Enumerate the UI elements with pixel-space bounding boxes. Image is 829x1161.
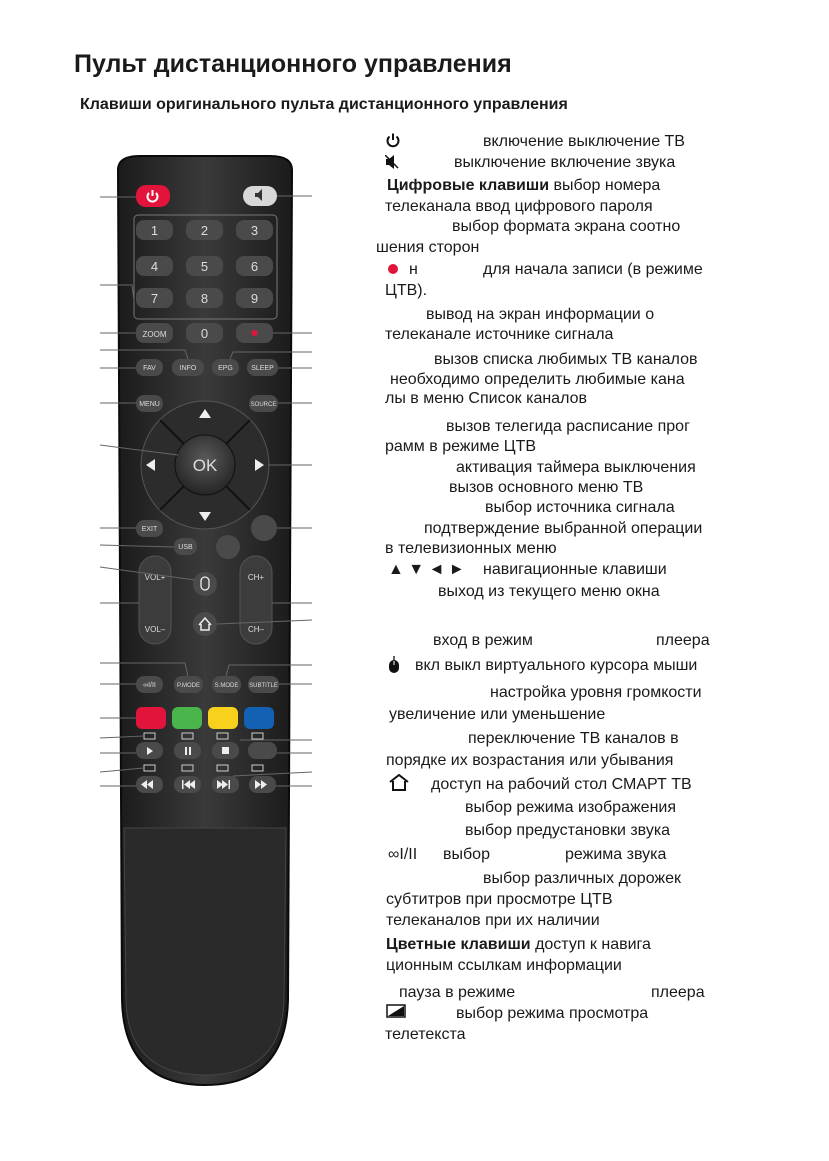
desc-line-usb: вход в режим [433, 632, 533, 649]
key-4-label: 4 [150, 259, 159, 274]
menu-label: MENU [139, 401, 160, 408]
epg-label: EPG [218, 365, 233, 372]
desc-line-teletext: выбор режима просмотра [456, 1005, 649, 1022]
zoom-label: ZOOM [142, 330, 167, 339]
record-dot-icon [252, 330, 258, 336]
ch-minus-label: CH– [247, 625, 265, 634]
desc-line-fav-3: лы в меню Список каналов [385, 390, 587, 407]
desc-line-pause-2: плеера [651, 984, 705, 1001]
desc-line-vol-2: увеличение или уменьшение [389, 706, 606, 723]
key-5-label: 5 [200, 259, 209, 274]
key-0-label: 0 [200, 326, 209, 341]
desc-line-menu: вызов основного меню ТВ [449, 479, 644, 496]
desc-line-exit: выход из текущего меню окна [438, 583, 660, 600]
blue-key[interactable] [244, 707, 274, 729]
desc-line-power: включение выключение ТВ [483, 133, 685, 150]
desc-line-record-2: ЦТВ). [385, 282, 428, 299]
teletext-icon [386, 1004, 406, 1018]
key-8-label: 8 [200, 291, 209, 306]
desc-line-record-prefix: н [409, 261, 418, 278]
desc-line-color-2: ционным ссылкам информации [386, 957, 622, 974]
round-button[interactable] [216, 535, 240, 559]
audio-icon: ∞I/II [388, 846, 418, 863]
desc-line-source: выбор источника сигнала [485, 499, 675, 516]
desc-line-mute: выключение включение звука [454, 154, 676, 171]
desc-line-info-2: телеканале источнике сигнала [385, 326, 614, 343]
smart-button[interactable] [251, 515, 277, 541]
audio-label: ∞I/II [143, 682, 156, 689]
desc-line-audio-2: режима звука [565, 846, 667, 863]
arrow-icons: ▲ ▼ ◄ ► [388, 561, 465, 578]
desc-line-pmode: выбор режима изображения [465, 799, 676, 816]
desc-line-fav: вызов списка любимых ТВ каналов [434, 351, 698, 368]
red-key[interactable] [136, 707, 166, 729]
digit-keys-text: выбор номера [549, 177, 661, 194]
vol-minus-label: VOL– [144, 625, 166, 634]
yellow-key[interactable] [208, 707, 238, 729]
record-dot-icon [388, 264, 398, 274]
desc-line-info: вывод на экран информации о [426, 306, 655, 323]
fav-label: FAV [143, 365, 156, 372]
desc-line-audio: выбор [443, 846, 490, 863]
info-label: INFO [179, 365, 197, 372]
ok-label: OK [192, 456, 218, 475]
page-title: Пульт дистанционного управления [74, 50, 512, 78]
mouse-icon [388, 656, 400, 674]
key-7-label: 7 [150, 291, 159, 306]
mute-icon [385, 155, 400, 169]
subtitle-label: SUBTITLE [249, 683, 278, 689]
desc-line-ch: переключение ТВ каналов в [468, 730, 679, 747]
desc-line-record: для начала записи (в режиме [483, 261, 703, 278]
desc-line-usb-2: плеера [656, 632, 710, 649]
key-9-label: 9 [250, 291, 259, 306]
digit-keys-heading: Цифровые клавиши [387, 177, 550, 194]
desc-line-epg-2: рамм в режиме ЦТВ [385, 438, 537, 455]
mouse-button[interactable] [193, 572, 217, 596]
page-subtitle: Клавиши оригинального пульта дистанционного управления [80, 96, 568, 113]
key-3-label: 3 [250, 223, 259, 238]
sleep-label: SLEEP [251, 365, 274, 372]
key-6-label: 6 [250, 259, 259, 274]
desc-line-subtitle: выбор различных дорожек [483, 870, 682, 887]
desc-line-mouse: вкл выкл виртуального курсора мыши [415, 657, 698, 674]
key-1-label: 1 [150, 223, 159, 238]
source-label: SOURCE [250, 402, 277, 408]
home-icon [389, 774, 409, 791]
desc-line-zoom: выбор формата экрана соотно [452, 218, 681, 235]
blank-button[interactable] [248, 742, 277, 759]
ch-plus-label: CH+ [247, 573, 265, 582]
remote-illustration [0, 0, 360, 1161]
vol-plus-label: VOL+ [144, 573, 166, 582]
stop-icon [222, 747, 229, 754]
smode-label: S.MODE [214, 683, 239, 689]
desc-line-ok: подтверждение выбранной операции [424, 520, 703, 537]
desc-line-ok-2: в телевизионных меню [385, 540, 557, 557]
power-icon [385, 132, 401, 148]
color-keys-text: доступ к навига [530, 936, 651, 953]
usb-label: USB [178, 544, 193, 551]
home-button[interactable] [193, 612, 217, 636]
exit-label: EXIT [141, 526, 158, 533]
pmode-label: P.MODE [177, 683, 200, 689]
desc-line-ch-2: порядке их возрастания или убывания [386, 752, 674, 769]
desc-line-nav: навигационные клавиши [483, 561, 667, 578]
desc-line-fav-2: необходимо определить любимые кана [390, 371, 685, 388]
key-2-label: 2 [200, 223, 209, 238]
desc-line-subtitle-2: субтитров при просмотре ЦТВ [386, 891, 613, 908]
desc-line-subtitle-3: телеканалов при их наличии [386, 912, 600, 929]
color-keys-heading: Цветные клавиши [386, 936, 531, 953]
desc-line-pause: пауза в режиме [399, 984, 516, 1001]
desc-line-smode: выбор предустановки звука [465, 822, 671, 839]
desc-line-digits: телеканала ввод цифрового пароля [385, 198, 653, 215]
desc-line-teletext-2: телетекста [385, 1026, 466, 1043]
desc-line-epg: вызов телегида расписание прог [446, 418, 690, 435]
desc-line-vol: настройка уровня громкости [490, 684, 702, 701]
desc-line-sleep: активация таймера выключения [456, 459, 696, 476]
pause-button[interactable] [174, 742, 201, 759]
desc-line-zoom-2: шения сторон [376, 239, 480, 256]
desc-line-home: доступ на рабочий стол СМАРТ ТВ [431, 776, 692, 793]
green-key[interactable] [172, 707, 202, 729]
